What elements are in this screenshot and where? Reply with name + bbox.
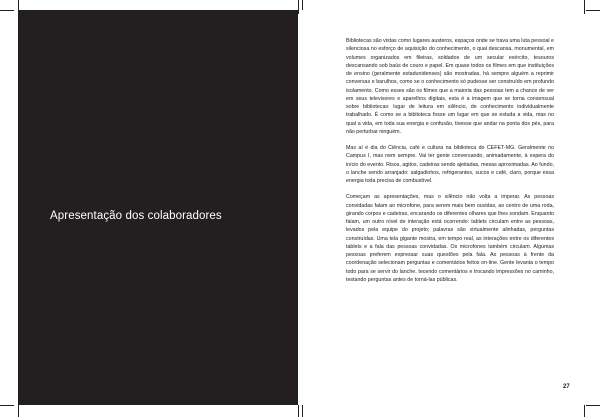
crop-mark bbox=[0, 10, 14, 11]
crop-mark bbox=[586, 10, 600, 11]
crop-mark bbox=[584, 0, 585, 14]
right-page bbox=[300, 10, 584, 405]
paragraph: Bibliotecas são vistas como lugares austeros, espaços onde se trava uma luta pessoal e silenciosa no esforço de aquisição do conhecimento, o qual descansa, monumental, em volumes organizados em fileiras, soldados de um secular exército, tesouros descansando sob baús de couro e papel. Em quase todos os filmes em que instituições de ensino (geralmente estadunidenses) são mostradas, há sempre alguém a reprimir conversas e barulhos, como se o conhecimento só pudesse ser construído em profundo isolamento. Como esses são os filmes que a maioria das pessoas tem a chance de ver em seus televisores e aparelhos digitais, esta é a imagem que se torna consensual sobre bibliotecas: lugar de leitura em silêncio, de conhecimento individualmente trabalhado. É como se a biblioteca fosse um lugar em que se estuda a vida, mas no qual a vida, em toda sua energia e confusão, tivesse que andar na ponta dos pés, para não perturbar ninguém. bbox=[346, 38, 554, 135]
crop-mark bbox=[586, 405, 600, 406]
section-title: Apresentação dos colaboradores bbox=[50, 210, 222, 222]
crop-mark bbox=[302, 405, 303, 417]
paragraph: Começam as apresentações, mas o silêncio não volta a imperar. As pessoas convidadas falam ao microfone, para serem mais bem ouvidas, ao centro de uma roda, girando corpos e cadeiras, encarando os diferentes olhares que lhes sondam. Enquanto falam, um outro nível de interação está ocorrendo: tablets circulam entre as pessoas, levados pela equipe do projeto; palavras são virtualmente alinhadas, perguntas construídas. Uma tela gigante mostra, em tempo real, as interações entre os diferentes tablets e a fala das pessoas convidadas. Os microfones também circulam. Algumas pessoas preferem expressar suas questões pela fala. As pessoas à frente da coordenação selecionam perguntas e comentários feitos on-line. Gente levanta o tempo todo para se servir do lanche, tecendo comentários e trocando impressões no caminho, testando perguntas antes de torná-las públicas. bbox=[346, 194, 554, 283]
left-page bbox=[18, 10, 298, 405]
crop-mark bbox=[298, 405, 299, 417]
crop-mark bbox=[584, 405, 585, 417]
crop-mark bbox=[298, 0, 299, 14]
page-number: 27 bbox=[563, 384, 570, 390]
body-text bbox=[346, 37, 554, 292]
paragraph: Mas aí é dia do Ciência, café e cultura na biblioteca do CEFET-MG. Geralmente no Campus I, mas nem sempre. Vai ter gente conversando, animadamente, à espera do início do evento. Risos, agitos, cadeiras sendo ajeitadas, mesas aproximadas. Ao fundo, o lanche sendo arranjado: salgadinhos, refrigerantes, sucos e café, claro, porque essa energia toda precisa de combustível. bbox=[346, 145, 554, 184]
crop-mark bbox=[0, 405, 14, 406]
crop-mark bbox=[18, 405, 19, 417]
